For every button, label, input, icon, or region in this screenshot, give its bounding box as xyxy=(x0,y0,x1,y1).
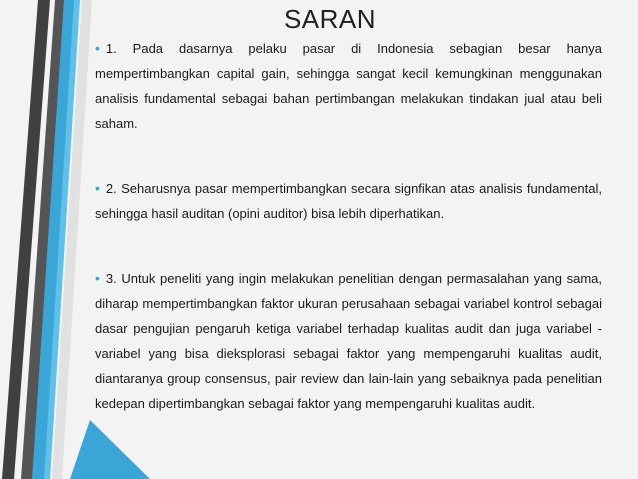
paragraph-1 xyxy=(95,36,602,136)
stripe-light xyxy=(52,0,92,479)
paragraph-3 xyxy=(95,266,602,416)
stripe-dark-1 xyxy=(2,0,50,479)
paragraph-3-text: 3. Untuk peneliti yang ingin melakukan penelitian dengan permasalahan yang sama, diharap mempertimbangkan faktor ukuran perusahaan sebagai variabel kontrol sebagai dasar pengujian pengaruh ketiga variabel terhadap kualitas audit dan juga variabel - variabel yang bisa dieksplorasi sebagai faktor yang mempengaruhi kualitas audit, diantaranya group consensus, pair review dan lain-lain yang sebaiknya pada penelitian kedepan dipertimbangkan sebagai faktor yang mempengaruhi kualitas audit. xyxy=(95,271,602,411)
paragraph-2 xyxy=(95,176,602,226)
bullet-icon: • xyxy=(95,180,100,196)
stripe-blue-bottom xyxy=(70,420,150,479)
paragraph-1-text: 1. Pada dasarnya pelaku pasar di Indonesia sebagian besar hanya mempertimbangkan capital gain, sehingga sangat kecil kemungkinan menggunakan analisis fundamental sebagai bahan pertimbangan melakukan tindakan jual atau beli saham. xyxy=(95,41,602,131)
stripe-blue-2 xyxy=(44,0,80,479)
bullet-icon: • xyxy=(95,40,100,56)
slide-title: SARAN xyxy=(283,4,377,34)
bullet-icon: • xyxy=(95,270,100,286)
stripe-dark-2 xyxy=(21,0,67,479)
slide-content xyxy=(95,36,602,416)
stripe-blue-1 xyxy=(32,0,78,479)
paragraph-2-text: 2. Seharusnya pasar mempertimbangkan secara signfikan atas analisis fundamental, sehingga hasil auditan (opini auditor) bisa lebih diperhatikan. xyxy=(95,181,602,221)
